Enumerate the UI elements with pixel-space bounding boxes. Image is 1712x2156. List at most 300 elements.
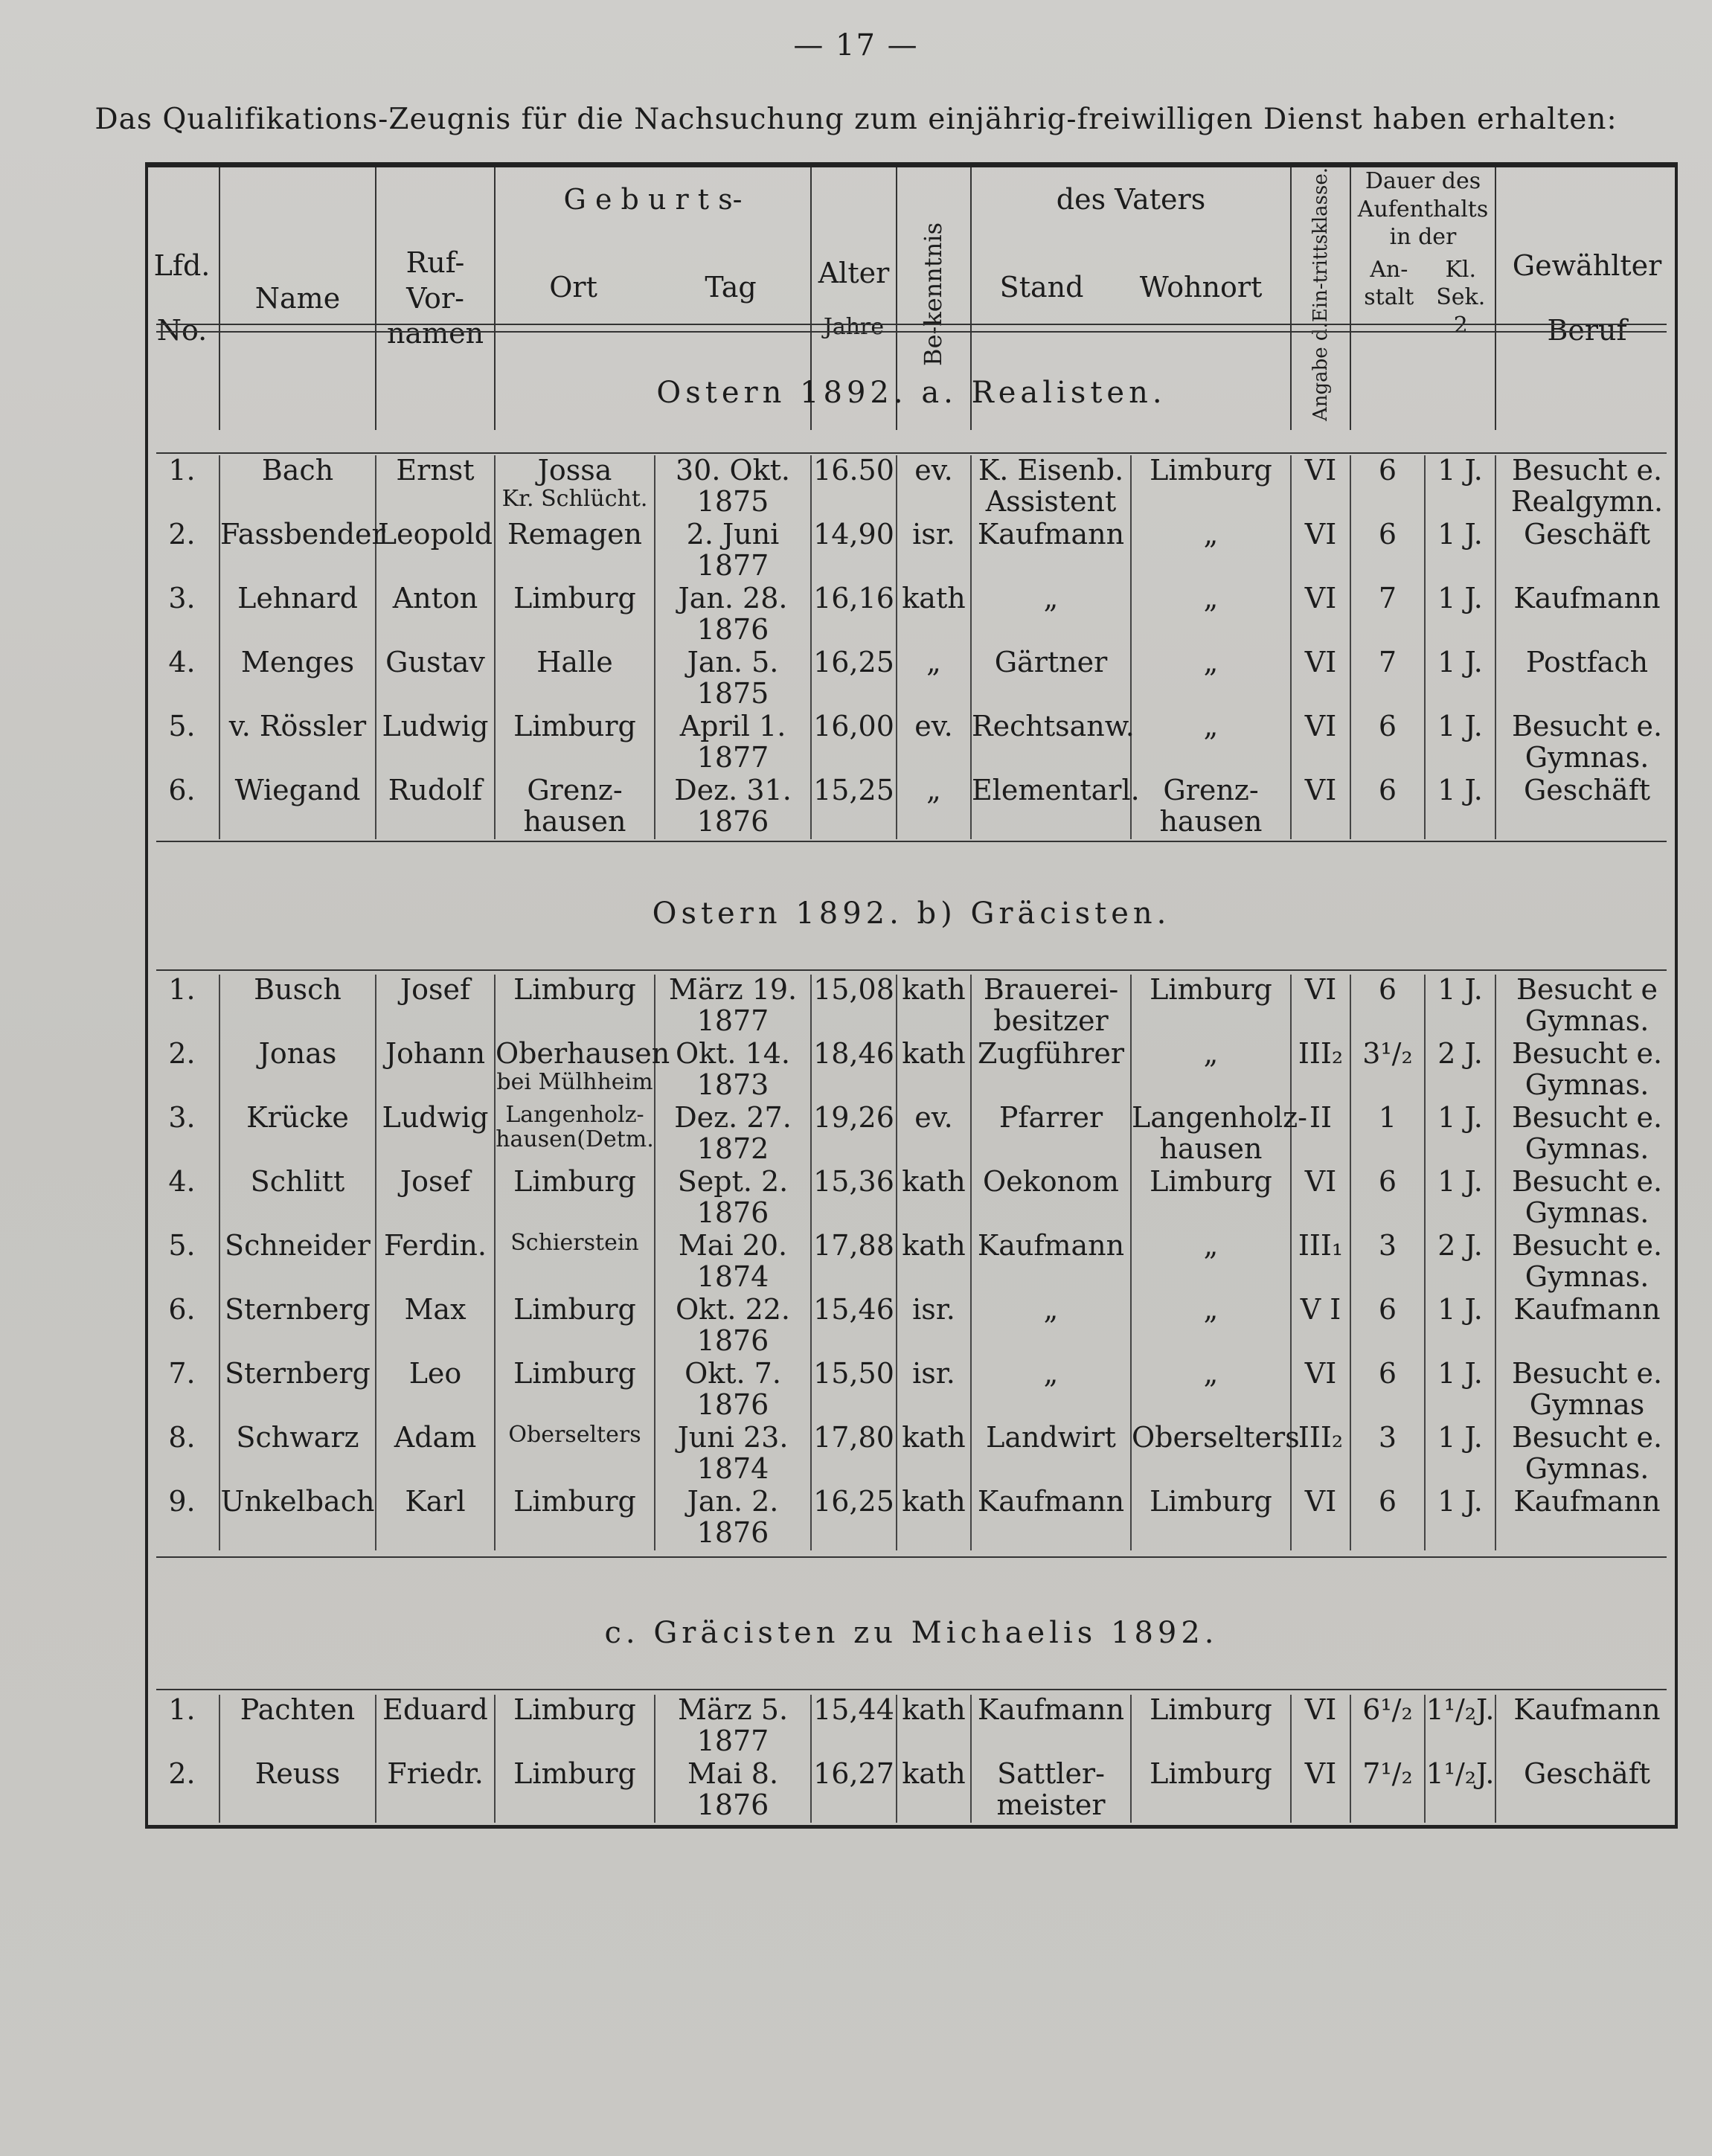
- cell-bek: [897, 1039, 971, 1103]
- cell-text-vor: Ferdin.: [384, 1229, 487, 1262]
- cell-text-kl: 1 J.: [1437, 582, 1483, 615]
- cell-text-beruf2: Gymnas.: [1525, 740, 1650, 774]
- cell-wohn: [1131, 1759, 1291, 1823]
- cell-text-ort: Schierstein: [510, 1230, 639, 1256]
- cell-text-name: Fassbender: [220, 518, 385, 551]
- cell-vor: [376, 1294, 495, 1358]
- cell-alter: [811, 1358, 897, 1422]
- cell-text-beruf: Geschäft: [1523, 518, 1651, 551]
- cell-text-beruf2: Gymnas.: [1525, 1260, 1650, 1293]
- cell-text-bek: kath: [902, 1165, 966, 1198]
- cell-text-beruf2: Gymnas.: [1525, 1132, 1650, 1165]
- cell-text-kl: 1 J.: [1437, 518, 1483, 551]
- cell-ort: [495, 1231, 655, 1294]
- cell-text-name: Schwarz: [236, 1421, 359, 1454]
- cell-ort: [495, 1294, 655, 1358]
- cell-text-no: 4.: [168, 1165, 196, 1198]
- cell-text-tag: Dez. 27.: [674, 1101, 792, 1134]
- cell-beruf: [1495, 1231, 1678, 1294]
- cell-vor: [376, 1039, 495, 1103]
- cell-text-ort: Limburg: [513, 1757, 636, 1790]
- cell-text-stand2: meister: [996, 1788, 1106, 1821]
- cell-tag: [655, 1422, 811, 1486]
- cell-tag: [655, 1695, 811, 1759]
- cell-text-no: 5.: [168, 1229, 196, 1262]
- cell-text-no: 3.: [168, 582, 196, 615]
- cell-beruf: [1495, 583, 1678, 647]
- cell-stand: [971, 1358, 1131, 1422]
- cell-bek: [897, 1231, 971, 1294]
- cell-ort: [495, 1167, 655, 1231]
- cell-wohn: [1131, 1421, 1300, 1486]
- cell-wohn: [1131, 1695, 1291, 1759]
- cell-tag: [655, 1039, 811, 1103]
- cell-kl: [1425, 583, 1495, 647]
- cell-ort: [495, 975, 655, 1039]
- cell-text-tag: 2. Juni: [686, 518, 780, 551]
- cell-beruf: [1495, 711, 1678, 775]
- cell-ein: [1291, 1695, 1350, 1759]
- cell-ort: [495, 583, 655, 647]
- table-section-b: [145, 975, 1678, 1550]
- cell-alter: [811, 711, 897, 775]
- page-number: — 17 —: [793, 28, 919, 62]
- cell-bek: [897, 1358, 971, 1422]
- table-row: [145, 455, 1678, 519]
- cell-text-name: Lehnard: [237, 582, 358, 615]
- cell-stand: [971, 1167, 1131, 1231]
- cell-text-bek: isr.: [912, 518, 955, 551]
- cell-text-no: 1.: [168, 1693, 196, 1726]
- cell-text-no: 1.: [168, 454, 196, 487]
- cell-text-kl: 1 J.: [1437, 1165, 1483, 1198]
- cell-name: [219, 1167, 376, 1231]
- cell-text-anst: 1: [1378, 1101, 1397, 1134]
- cell-vor: [376, 583, 495, 647]
- cell-beruf: [1495, 1422, 1678, 1486]
- cell-text-stand: Oekonom: [983, 1165, 1119, 1198]
- table-row: [145, 1039, 1678, 1103]
- cell-text-beruf2: Gymnas.: [1525, 1451, 1650, 1485]
- table-row: [145, 1167, 1678, 1231]
- cell-text-vor: Ludwig: [382, 710, 489, 742]
- cell-bek: [897, 1294, 971, 1358]
- cell-alter: [811, 1039, 897, 1103]
- cell-text-no: 8.: [168, 1421, 196, 1454]
- cell-ein: [1291, 455, 1350, 519]
- cell-bek: [897, 1167, 971, 1231]
- cell-text-bek: kath: [902, 1757, 966, 1790]
- cell-alter: [811, 455, 897, 519]
- cell-text-wohn: „: [1203, 1357, 1219, 1390]
- cell-text-alter: 14,90: [813, 518, 894, 551]
- cell-wohn: [1131, 1167, 1291, 1231]
- cell-vor: [376, 1358, 495, 1422]
- cell-stand: [971, 583, 1131, 647]
- cell-beruf: [1495, 1039, 1678, 1103]
- cell-text-anst: 6: [1378, 774, 1397, 806]
- cell-text-beruf: Geschäft: [1523, 774, 1651, 806]
- cell-text-alter: 15,50: [813, 1357, 894, 1390]
- cell-anst: [1350, 1294, 1425, 1358]
- cell-stand: [971, 647, 1131, 711]
- header-stand: Stand: [999, 270, 1084, 304]
- cell-text-ein: VI: [1304, 774, 1337, 806]
- cell-alter: [811, 975, 897, 1039]
- cell-text-beruf2: Gymnas: [1529, 1387, 1645, 1421]
- cell-text-bek: kath: [902, 582, 966, 615]
- cell-text-kl: 1¹/₂J.: [1426, 1757, 1495, 1790]
- cell-ort: [495, 1103, 655, 1167]
- cell-text-name: Krücke: [246, 1101, 349, 1134]
- cell-text-beruf: Kaufmann: [1513, 1485, 1661, 1518]
- cell-vor: [376, 775, 495, 839]
- cell-text-kl: 1 J.: [1437, 774, 1483, 806]
- header-dauer: Dauer des Aufenthalts in der An-stalt Kl. Sek. 2: [1350, 167, 1495, 430]
- cell-stand: [971, 1695, 1131, 1759]
- cell-text-anst: 3: [1378, 1421, 1397, 1454]
- cell-bek: [897, 519, 971, 583]
- cell-text-vor: Rudolf: [388, 774, 483, 806]
- cell-vor: [376, 1422, 495, 1486]
- cell-text-ort2: bei Mülhheim: [496, 1068, 653, 1095]
- cell-name: [219, 1422, 376, 1486]
- cell-bek: [897, 1103, 971, 1167]
- cell-text-beruf: Besucht e.: [1511, 1165, 1663, 1198]
- cell-stand: [971, 1231, 1131, 1294]
- cell-text-tag2: 1876: [696, 1387, 769, 1421]
- cell-text-tag2: 1872: [696, 1132, 769, 1165]
- cell-name: [219, 1039, 376, 1103]
- cell-text-tag: April 1.: [679, 710, 786, 742]
- header-eintritt: Angabe d.Ein-trittsklasse.: [1291, 167, 1350, 430]
- cell-text-bek: kath: [902, 1037, 966, 1070]
- cell-text-tag2: 1877: [696, 1724, 769, 1757]
- cell-text-tag: Dez. 31.: [674, 774, 792, 806]
- cell-no: [145, 1695, 219, 1759]
- cell-text-ein: VI: [1304, 646, 1337, 678]
- cell-text-alter: 15,44: [813, 1693, 894, 1726]
- cell-stand: [971, 1294, 1131, 1358]
- cell-text-anst: 6: [1378, 710, 1397, 742]
- cell-name: [219, 711, 376, 775]
- cell-ein: [1291, 1358, 1350, 1422]
- cell-anst: [1350, 1695, 1425, 1759]
- section-rule-b: [156, 969, 1667, 971]
- header-tag: Tag: [705, 270, 757, 304]
- cell-text-no: 3.: [168, 1101, 196, 1134]
- cell-vor: [376, 1695, 495, 1759]
- cell-ein: [1291, 711, 1350, 775]
- cell-text-beruf: Besucht e.: [1511, 710, 1663, 742]
- cell-text-tag: Jan. 5.: [687, 646, 779, 678]
- cell-stand: [971, 1422, 1131, 1486]
- cell-text-ein: V I: [1300, 1293, 1341, 1326]
- cell-text-ort: Limburg: [513, 710, 636, 742]
- cell-text-ein: III₁: [1298, 1229, 1344, 1262]
- cell-text-bek: kath: [902, 1421, 966, 1454]
- cell-ort: [495, 519, 655, 583]
- cell-kl: [1425, 1759, 1495, 1823]
- cell-alter: [811, 647, 897, 711]
- cell-text-ein: VI: [1304, 1693, 1337, 1726]
- cell-text-tag: Sept. 2.: [677, 1165, 789, 1198]
- cell-text-alter: 18,46: [813, 1037, 894, 1070]
- cell-kl: [1425, 647, 1495, 711]
- cell-ort: [495, 1358, 655, 1422]
- table-row: [145, 975, 1678, 1039]
- cell-ort: [495, 775, 655, 839]
- cell-text-ein: VI: [1304, 710, 1337, 742]
- cell-text-tag2: 1875: [696, 676, 769, 710]
- cell-text-alter: 17,80: [813, 1421, 894, 1454]
- cell-tag: [655, 1759, 811, 1823]
- cell-anst: [1350, 975, 1425, 1039]
- cell-beruf: [1495, 1294, 1678, 1358]
- cell-no: [145, 455, 219, 519]
- cell-alter: [811, 1231, 897, 1294]
- cell-text-beruf: Geschäft: [1523, 1757, 1651, 1790]
- cell-text-tag2: 1875: [696, 484, 769, 518]
- cell-text-anst: 3¹/₂: [1362, 1037, 1413, 1070]
- cell-stand: [971, 519, 1131, 583]
- cell-text-stand: Brauerei-: [983, 973, 1119, 1006]
- cell-text-wohn: „: [1203, 1037, 1219, 1070]
- cell-wohn: [1131, 583, 1291, 647]
- cell-beruf: [1495, 1167, 1678, 1231]
- cell-ein: [1291, 519, 1350, 583]
- cell-bek: [897, 647, 971, 711]
- cell-kl: [1425, 775, 1495, 839]
- cell-text-ort2: hausen(Detm.: [496, 1126, 654, 1152]
- cell-text-tag2: 1876: [696, 804, 769, 838]
- cell-text-anst: 3: [1378, 1229, 1397, 1262]
- cell-ort: [495, 1422, 655, 1486]
- table-section-c: [145, 1695, 1678, 1823]
- cell-ein: [1291, 1039, 1350, 1103]
- cell-vor: [376, 1231, 495, 1294]
- cell-text-tag: Mai 8.: [687, 1757, 779, 1790]
- cell-text-bek: isr.: [912, 1357, 955, 1390]
- cell-vor: [376, 1759, 495, 1823]
- cell-text-anst: 7: [1378, 582, 1397, 615]
- cell-text-bek: kath: [902, 1693, 966, 1726]
- cell-text-stand2: besitzer: [993, 1004, 1109, 1037]
- cell-text-bek: kath: [902, 1229, 966, 1262]
- cell-no: [145, 1486, 219, 1550]
- cell-text-vor: Friedr.: [387, 1757, 484, 1790]
- cell-alter: [811, 1167, 897, 1231]
- cell-anst: [1350, 711, 1425, 775]
- cell-wohn: [1131, 519, 1291, 583]
- table-row: [145, 1695, 1678, 1759]
- cell-ein: [1291, 583, 1350, 647]
- cell-text-kl: 1 J.: [1437, 1421, 1483, 1454]
- cell-alter: [811, 583, 897, 647]
- cell-name: [219, 647, 376, 711]
- cell-text-tag: Jan. 28.: [678, 582, 788, 615]
- cell-beruf: [1495, 455, 1678, 519]
- cell-anst: [1350, 1103, 1425, 1167]
- cell-text-vor: Karl: [405, 1485, 466, 1518]
- cell-beruf: [1495, 519, 1678, 583]
- cell-text-ort2: hausen: [523, 804, 626, 838]
- cell-text-kl: 1 J.: [1437, 1101, 1483, 1134]
- cell-no: [145, 647, 219, 711]
- cell-text-ort: Grenz-: [527, 774, 623, 806]
- cell-bek: [897, 775, 971, 839]
- cell-text-stand: Rechtsanw.: [972, 710, 1135, 742]
- cell-text-wohn: Oberselters: [1132, 1421, 1300, 1454]
- cell-ein: [1291, 1486, 1350, 1550]
- cell-text-vor: Josef: [400, 973, 471, 1006]
- cell-name: [219, 1486, 376, 1550]
- cell-stand: [971, 1486, 1131, 1550]
- cell-text-ort2: Kr. Schlücht.: [501, 485, 648, 512]
- cell-text-stand: Landwirt: [986, 1421, 1116, 1454]
- cell-text-beruf: Besucht e.: [1511, 1357, 1663, 1390]
- cell-alter: [811, 1422, 897, 1486]
- cell-alter: [811, 775, 897, 839]
- cell-bek: [897, 583, 971, 647]
- cell-text-alter: 19,26: [813, 1101, 894, 1134]
- cell-beruf: [1495, 1695, 1678, 1759]
- cell-text-stand: „: [1043, 1293, 1059, 1326]
- cell-alter: [811, 1486, 897, 1550]
- header-bekenntnis: Be-kenntnis: [897, 167, 971, 430]
- table-row: [145, 519, 1678, 583]
- table-row: [145, 1358, 1678, 1422]
- cell-text-vor: Adam: [394, 1421, 477, 1454]
- cell-text-kl: 2 J.: [1437, 1229, 1483, 1262]
- cell-text-wohn: „: [1203, 1229, 1219, 1262]
- cell-text-no: 7.: [168, 1357, 196, 1390]
- cell-text-beruf: Besucht e.: [1511, 1037, 1663, 1070]
- cell-name: [219, 1358, 376, 1422]
- cell-ein: [1291, 1759, 1350, 1823]
- cell-ort: [495, 1486, 655, 1550]
- cell-kl: [1425, 1486, 1495, 1550]
- header-name: Name: [219, 167, 376, 430]
- cell-text-beruf: Kaufmann: [1513, 582, 1661, 615]
- cell-beruf: [1495, 1759, 1678, 1823]
- cell-text-wohn: Grenz-: [1163, 774, 1259, 806]
- cell-text-name: Reuss: [254, 1757, 341, 1790]
- cell-text-tag2: 1876: [696, 1196, 769, 1229]
- table-row: [145, 1231, 1678, 1294]
- cell-name: [219, 583, 376, 647]
- cell-text-tag2: 1876: [696, 1788, 769, 1821]
- table-row: [145, 1103, 1678, 1167]
- cell-text-tag2: 1876: [696, 1515, 769, 1549]
- cell-no: [145, 1231, 219, 1294]
- cell-text-stand: Kaufmann: [977, 1485, 1125, 1518]
- cell-text-no: 4.: [168, 646, 196, 678]
- section-end-rule-a: [156, 841, 1667, 842]
- cell-text-name: Bach: [261, 454, 334, 487]
- cell-text-wohn: „: [1203, 582, 1219, 615]
- cell-name: [219, 1695, 376, 1759]
- cell-text-tag2: 1876: [696, 1324, 769, 1357]
- cell-vor: [376, 1167, 495, 1231]
- cell-tag: [655, 1167, 811, 1231]
- cell-text-alter: 15,25: [813, 774, 894, 806]
- cell-text-alter: 16,00: [813, 710, 894, 742]
- cell-text-ort: Oberhausen: [496, 1037, 670, 1070]
- header-alter: Alter Jahre: [811, 167, 897, 430]
- cell-text-tag: Okt. 22.: [675, 1293, 791, 1326]
- cell-text-beruf: Besucht e.: [1511, 1101, 1663, 1134]
- cell-stand: [971, 710, 1135, 775]
- cell-anst: [1350, 519, 1425, 583]
- cell-text-wohn: „: [1203, 646, 1219, 678]
- cell-alter: [811, 1695, 897, 1759]
- cell-text-beruf2: Gymnas.: [1525, 1004, 1650, 1037]
- cell-text-tag: 30. Okt.: [675, 454, 791, 487]
- cell-text-name: Schneider: [225, 1229, 371, 1262]
- cell-text-kl: 1 J.: [1437, 1485, 1483, 1518]
- cell-tag: [655, 1103, 811, 1167]
- cell-anst: [1350, 1167, 1425, 1231]
- cell-text-wohn: „: [1203, 518, 1219, 551]
- table-row: [145, 775, 1678, 839]
- cell-text-wohn2: hausen: [1159, 1132, 1263, 1165]
- cell-tag: [655, 519, 811, 583]
- cell-text-tag2: 1877: [696, 548, 769, 582]
- cell-anst: [1350, 1358, 1425, 1422]
- cell-kl: [1425, 1039, 1495, 1103]
- cell-kl: [1425, 975, 1495, 1039]
- cell-wohn: [1131, 1294, 1291, 1358]
- cell-text-ort: Oberselters: [508, 1422, 641, 1448]
- cell-text-wohn: Limburg: [1150, 1485, 1272, 1518]
- cell-text-stand: Elementarl.: [972, 774, 1140, 806]
- cell-tag: [655, 775, 811, 839]
- cell-text-tag2: 1877: [696, 1004, 769, 1037]
- cell-text-alter: 16,27: [813, 1757, 894, 1790]
- cell-text-name: Wiegand: [234, 774, 361, 806]
- cell-no: [145, 1759, 219, 1823]
- cell-text-ein: III₂: [1298, 1421, 1344, 1454]
- cell-name: [219, 1294, 376, 1358]
- cell-text-wohn: Limburg: [1150, 1757, 1272, 1790]
- cell-wohn: [1131, 1486, 1291, 1550]
- cell-wohn: [1131, 1039, 1291, 1103]
- cell-text-wohn: Limburg: [1150, 1693, 1272, 1726]
- cell-tag: [655, 1231, 811, 1294]
- cell-beruf: [1495, 1486, 1678, 1550]
- cell-wohn: [1131, 647, 1291, 711]
- cell-wohn: [1131, 1358, 1291, 1422]
- cell-text-wohn: Limburg: [1150, 1165, 1272, 1198]
- cell-text-no: 6.: [168, 774, 196, 806]
- cell-alter: [811, 519, 897, 583]
- cell-wohn: [1131, 975, 1291, 1039]
- cell-stand: [971, 774, 1140, 839]
- cell-kl: [1425, 1294, 1495, 1358]
- cell-text-tag: März 5.: [677, 1693, 789, 1726]
- cell-name: [219, 775, 376, 839]
- cell-ein: [1291, 975, 1350, 1039]
- table-row: [145, 1759, 1678, 1823]
- cell-text-anst: 6: [1378, 973, 1397, 1006]
- cell-anst: [1350, 647, 1425, 711]
- cell-text-vor: Max: [404, 1293, 467, 1326]
- cell-text-ein: VI: [1304, 973, 1337, 1006]
- cell-kl: [1425, 1167, 1495, 1231]
- cell-text-ort: Limburg: [513, 582, 636, 615]
- table-row: [145, 1486, 1678, 1550]
